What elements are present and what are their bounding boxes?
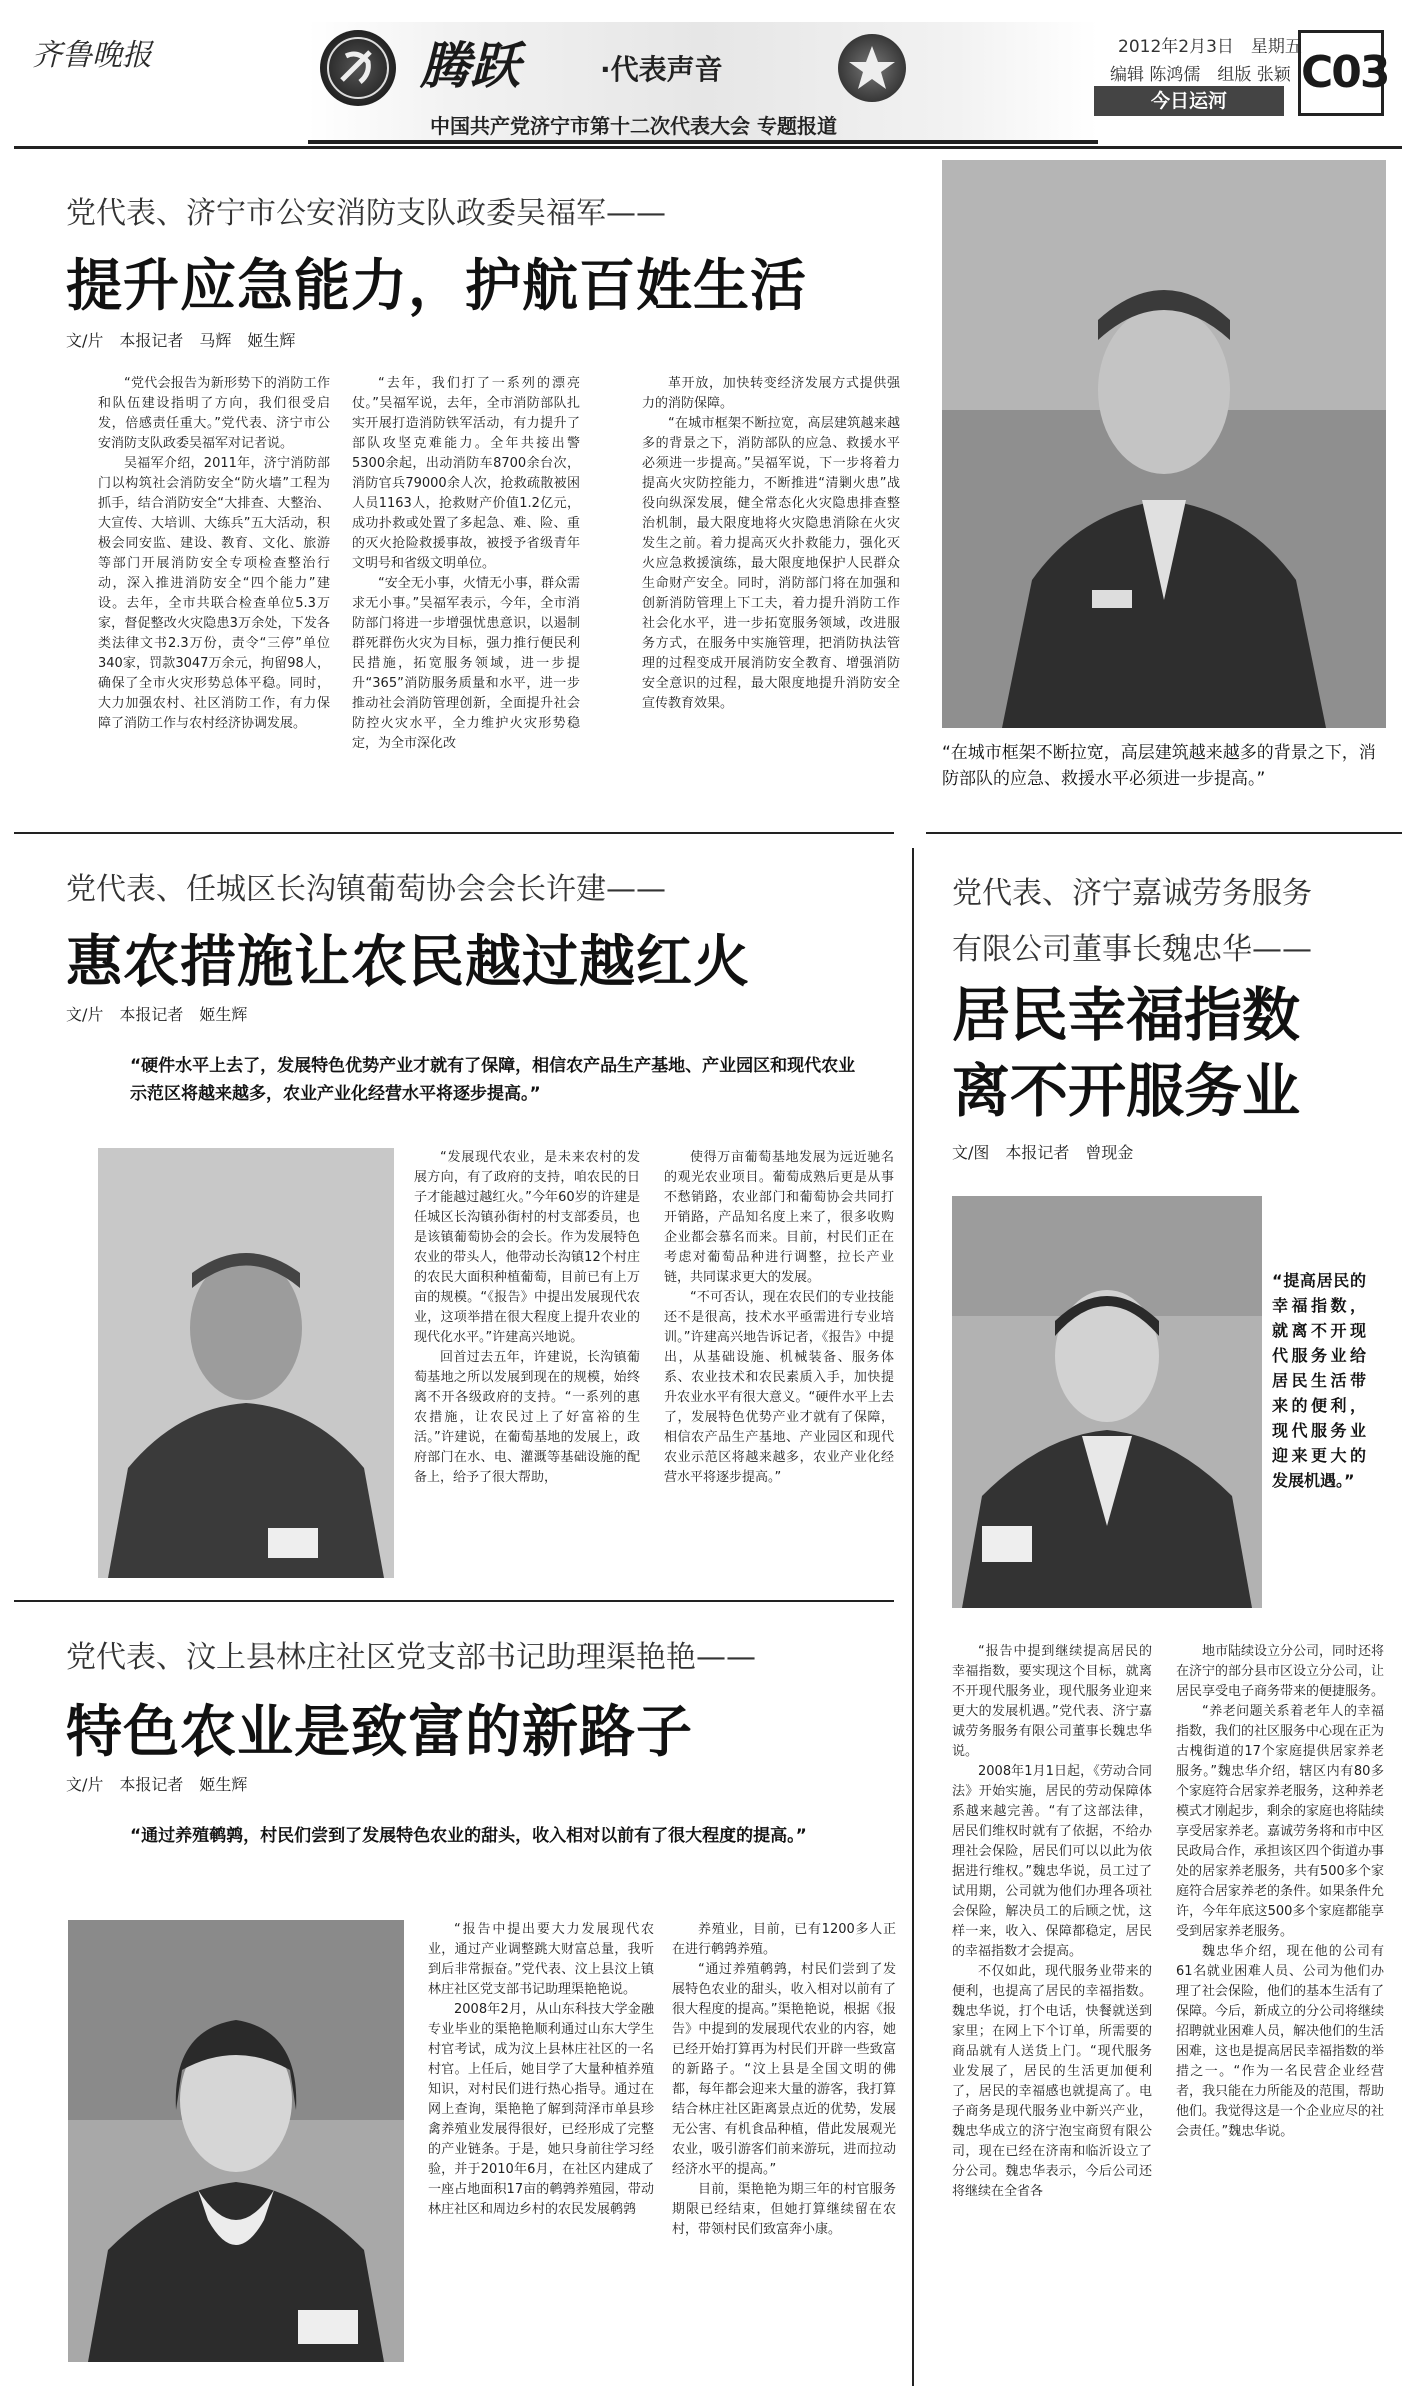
article4-portrait-photo xyxy=(952,1196,1262,1608)
issue-date: 2012年2月3日 星期五 xyxy=(1118,37,1302,57)
paragraph: “党代会报告为新形势下的消防工作和队伍建设指明了方向，我们很受启发，倍感责任重大。”党代表、济宁市公安消防支队政委吴福军对记者说。 xyxy=(98,376,330,451)
article1-kicker: 党代表、济宁市公安消防支队政委吴福军—— xyxy=(66,196,666,231)
section-divider xyxy=(14,832,894,834)
article1-column-3 xyxy=(642,374,900,814)
star-emblem-icon xyxy=(838,34,906,102)
section-divider xyxy=(926,832,1402,834)
article2-column-1 xyxy=(414,1148,640,1588)
article1-photo-caption: “在城市框架不断拉宽，高层建筑越来越多的背景之下，消防部队的应急、救援水平必须进一步提高。” xyxy=(942,743,1376,789)
article2-headline: 惠农措施让农民越过越红火 xyxy=(66,930,750,995)
paragraph: “去年，我们打了一系列的漂亮仗。”吴福军说，去年，全市消防部队扎实开展打造消防铁军活动，有力提升了部队攻坚克难能力。全年共接出警5300余起，出动消防车8700余台次，消防官兵79000余人次，抢救疏散被困人员1163人，抢救财产价值1.2亿元，成功扑救或处置了多起急、难、险、重的灭火抢险救援事故，被授予省级青年文明号和省级文明单位。 xyxy=(352,376,580,571)
paragraph: “不可否认，现在农民们的专业技能还不是很高，技术水平亟需进行专业培训。”许建高兴地告诉记者，《报告》中提出，从基础设施、机械装备、服务体系、农业技术和农民素质入手，加快提升农业水平有很大意义。“硬件水平上去了，发展特色优势产业才就有了保障，相信农产品生产基地、产业园区和现代农业示范区将越来越多，农业产业化经营水平将逐步提高。” xyxy=(664,1290,894,1485)
section-divider xyxy=(14,1600,894,1602)
article4-kicker-line-2: 有限公司董事长魏忠华—— xyxy=(952,932,1312,967)
article4-column-1 xyxy=(952,1642,1152,2382)
paper-name: 齐鲁晚报 xyxy=(32,38,152,73)
article1-column-2 xyxy=(352,374,580,814)
article4-byline: 文/图 本报记者 曾现金 xyxy=(952,1143,1134,1162)
article1-byline: 文/片 本报记者 马辉 姬生辉 xyxy=(66,331,296,350)
article3-column-1 xyxy=(428,1920,654,2380)
article3-headline: 特色农业是致富的新路子 xyxy=(66,1700,693,1765)
article4-column-2 xyxy=(1176,1642,1384,2382)
article4-headline-line-2: 离不开服务业 xyxy=(952,1057,1301,1125)
article2-pull-quote: “硬件水平上去了，发展特色优势产业才就有了保障，相信农产品生产基地、产业园区和现代农业示范区将越来越多，农业产业化经营水平将逐步提高。” xyxy=(130,1056,856,1104)
paragraph: “养老问题关系着老年人的幸福指数，我们的社区服务中心现在正为古槐街道的17个家庭提供居家养老服务。”魏忠华介绍，辖区内有80多个家庭符合居家养老服务，这种养老模式才刚起步，剩余的家庭也将陆续享受居家养老。嘉诚劳务将和市中区民政局合作，承担该区四个街道办事处的居家养老服务，共有500多个家庭符合居家养老的条件。如果条件允许，今年年底这500多个家庭都能享受到居家养老服务。 xyxy=(1176,1704,1384,1939)
paragraph: “通过养殖鹌鹑，村民们尝到了发展特色农业的甜头，收入相对以前有了很大程度的提高。”渠艳艳说，根据《报告》中提到的发展现代农业的内容，她已经开始打算再为村民们开辟一些致富的新路子。“汶上县是全国文明的佛都，每年都会迎来大量的游客，我打算结合林庄社区距离景点近的优势，发展无公害、有机食品种植，借此发展观光农业，吸引游客们前来游玩，进而拉动经济水平的提高。” xyxy=(672,1962,896,2177)
article1-column-1 xyxy=(98,374,330,814)
page-number: C03 xyxy=(1298,30,1384,116)
paragraph: 魏忠华介绍，现在他的公司有61名就业困难人员、公司为他们办理了社会保险，他们的基本生活有了保障。今后，新成立的分公司将继续招聘就业困难人员，解决他们的生活困难，这也是提高居民幸福指数的举措之一。“作为一名民营企业经营者，我只能在力所能及的范围，帮助他们。我觉得这是一个企业应尽的社会责任。”魏忠华说。 xyxy=(1176,1944,1384,2139)
article1-portrait-photo xyxy=(942,160,1386,728)
paragraph: “报告中提出要大力发展现代农业，通过产业调整跳大财富总量，我听到后非常振奋。”党代表、汶上县汶上镇林庄社区党支部书记助理渠艳艳说。 xyxy=(428,1922,654,1997)
article2-column-2 xyxy=(664,1148,894,1588)
paragraph: “在城市框架不断拉宽，高层建筑越来越多的背景之下，消防部队的应急、救援水平必须进一步提高。”吴福军说，下一步将着力提高火灾防控能力，不断推进“清剿火患”战役向纵深发展，健全常态化火灾隐患排查整治机制，最大限度地将火灾隐患消除在火灾发生之前。着力提高灭火扑救能力，强化灭火应急救援演练，最大限度地保护人民群众生命财产安全。同时，消防部门将在加强和创新消防管理上下工夫，着力提升消防工作社会化水平，进一步拓宽服务领域，改进服务方式，在服务中实施管理，把消防执法管理的过程变成开展消防安全教育、增强消防安全意识的过程，最大限度地提升消防安全宣传教育效果。 xyxy=(642,416,900,711)
column-divider xyxy=(912,848,914,2386)
article3-kicker: 党代表、汶上县林庄社区党支部书记助理渠艳艳—— xyxy=(66,1640,756,1675)
paragraph: 回首过去五年，许建说，长沟镇葡萄基地之所以发展到现在的规模，始终离不开各级政府的支持。“一系列的惠农措施，让农民过上了好富裕的生活。”许建说，在葡萄基地的发展上，政府部门在水、电、灌溉等基础设施的配备上，给予了很大帮助， xyxy=(414,1350,640,1485)
column-subtitle: ·代表声音 xyxy=(600,53,723,86)
special-report-line: 中国共产党济宁市第十二次代表大会 专题报道 xyxy=(430,114,837,138)
editors-line: 编辑 陈鸿儒 组版 张颖 xyxy=(1110,65,1291,85)
article1-headline: 提升应急能力，护航百姓生活 xyxy=(66,254,807,319)
paragraph: 2008年2月，从山东科技大学金融专业毕业的渠艳艳顺利通过山东大学生村官考试，成为汶上县林庄社区的一名村官。上任后，她目学了大量种植养殖知识，对村民们进行热心指导。通过在网上查询，渠艳艳了解到菏泽市单县珍禽养殖业发展得很好，已经形成了完整的产业链条。于是，她只身前往学习经验，并于2010年6月，在社区内建成了一座占地面积17亩的鹌鹑养殖园，带动林庄社区和周边乡村的农民发展鹌鹑 xyxy=(428,2002,654,2217)
paragraph: 吴福军介绍，2011年，济宁消防部门以构筑社会消防安全“防火墙”工程为抓手，结合消防安全“大排查、大整治、大宣传、大培训、大练兵”五大活动，积极会同安监、建设、教育、文化、旅游等部门开展消防安全专项检查整治行动，深入推进消防安全“四个能力”建设。去年，全市共联合检查单位5.3万家，督促整改火灾隐患3万余处，下发各类法律文书2.3万份，责令“三停”单位340家，罚款3047万余元，拘留98人，确保了全市火灾形势总体平稳。同时，大力加强农村、社区消防工作，有力保障了消防工作与农村经济协调发展。 xyxy=(98,456,330,731)
paragraph: 目前，渠艳艳为期三年的村官服务期限已经结束，但她打算继续留在农村，带领村民们致富奔小康。 xyxy=(672,2182,896,2237)
article4-headline-line-1: 居民幸福指数 xyxy=(952,981,1301,1049)
section-badge: 今日运河 xyxy=(1094,86,1284,116)
party-emblem-icon xyxy=(320,30,396,106)
paragraph: “报告中提到继续提高居民的幸福指数，要实现这个目标，就离不开现代服务业，现代服务业迎来更大的发展机遇。”党代表、济宁嘉诚劳务服务有限公司董事长魏忠华说。 xyxy=(952,1644,1152,1759)
column-title: 腾跃 xyxy=(420,36,520,95)
article2-kicker: 党代表、任城区长沟镇葡萄协会会长许建—— xyxy=(66,872,666,907)
article2-byline: 文/片 本报记者 姬生辉 xyxy=(66,1005,248,1024)
paragraph: 养殖业，目前，已有1200多人正在进行鹌鹑养殖。 xyxy=(672,1922,896,1957)
article3-pull-quote: “通过养殖鹌鹑，村民们尝到了发展特色农业的甜头，收入相对以前有了很大程度的提高。” xyxy=(130,1826,807,1846)
paragraph: 革开放，加快转变经济发展方式提供强力的消防保障。 xyxy=(642,376,900,411)
masthead-rule xyxy=(14,146,1402,149)
article2-portrait-photo xyxy=(98,1148,394,1578)
paragraph: “安全无小事，火情无小事，群众需求无小事。”吴福军表示，今年，全市消防部门将进一步增强忧患意识，以遏制群死群伤火灾为目标，强力推行便民利民措施，拓宽服务领域，进一步提升“365”消防服务质量和水平，进一步推动社会消防管理创新，全面提升社会防控火灾水平，全力维护火灾形势稳定，为全市深化改 xyxy=(352,576,580,751)
paragraph: “发展现代农业，是未来农村的发展方向，有了政府的支持，咱农民的日子才能越过越红火。”今年60岁的许建是任城区长沟镇孙街村的村支部委员，也是该镇葡萄协会的会长。作为发展特色农业的带头人，他带动长沟镇12个村庄的农民大面积种植葡萄，目前已有上万亩的规模。“《报告》中提出发展现代农业，这项举措在很大程度上提升农业的现代化水平。”许建高兴地说。 xyxy=(414,1150,640,1345)
paragraph: 不仅如此，现代服务业带来的便利，也提高了居民的幸福指数。魏忠华说，打个电话，快餐就送到家里；在网上下个订单，所需要的商品就有人送货上门。“现代服务业发展了，居民的生活更加便利了，居民的幸福感也就提高了。电子商务是现代服务业中新兴产业，魏忠华成立的济宁泡宝商贸有限公司，现在已经在济南和临沂设立了分公司。魏忠华表示，今后公司还将继续在全省各 xyxy=(952,1964,1152,2199)
article4-kicker-line-1: 党代表、济宁嘉诚劳务服务 xyxy=(952,876,1312,911)
article3-byline: 文/片 本报记者 姬生辉 xyxy=(66,1775,248,1794)
article3-column-2 xyxy=(672,1920,896,2380)
paragraph: 2008年1月1日起，《劳动合同法》开始实施，居民的劳动保障体系越来越完善。“有了这部法律，居民们维权时就有了依据，不给办理社会保险，居民们可以以此为依据进行维权。”魏忠华说，员工过了试用期，公司就为他们办理各项社会保险，解决员工的后顾之忧，这样一来，收入、保障都稳定，居民的幸福指数才会提高。 xyxy=(952,1764,1152,1959)
paragraph: 使得万亩葡萄基地发展为远近驰名的观光农业项目。葡萄成熟后更是从事不愁销路，农业部门和葡萄协会共同打开销路，产品知名度上来了，很多收购企业都会慕名而来。目前，村民们正在考虑对葡萄品种进行调整，拉长产业链，共同谋求更大的发展。 xyxy=(664,1150,894,1285)
article4-side-quote: “提高居民的幸福指数，就离不开现代服务业给居民生活带来的便利，现代服务业迎来更大的发展机遇。” xyxy=(1272,1271,1366,1490)
paragraph: 地市陆续设立分公司，同时还将在济宁的部分县市区设立分公司，让居民享受电子商务带来的便捷服务。 xyxy=(1176,1644,1384,1699)
article3-portrait-photo xyxy=(68,1920,404,2362)
